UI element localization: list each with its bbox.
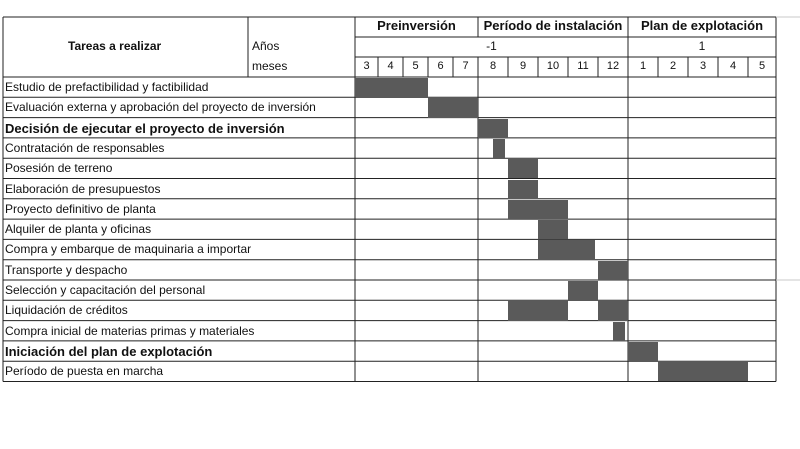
gantt-bar bbox=[355, 78, 428, 97]
gantt-bar bbox=[508, 200, 568, 219]
year-value: 1 bbox=[698, 39, 706, 53]
task-label: Selección y capacitación del personal bbox=[5, 283, 206, 297]
month-label: 7 bbox=[462, 60, 469, 72]
month-label: 6 bbox=[437, 60, 444, 72]
gantt-bar bbox=[598, 261, 628, 280]
task-label: Compra y embarque de maquinaria a importar bbox=[5, 242, 252, 257]
month-label: 1 bbox=[639, 60, 647, 72]
gantt-bar bbox=[478, 119, 508, 138]
gantt-bar bbox=[613, 322, 625, 341]
gantt-bar bbox=[493, 139, 505, 158]
gantt-bar bbox=[538, 240, 595, 259]
task-label: Estudio de prefactibilidad y factibilidad bbox=[5, 80, 209, 94]
phase-header: Preinversión bbox=[377, 18, 456, 33]
year-value: -1 bbox=[486, 39, 497, 53]
task-label: Alquiler de planta y oficinas bbox=[5, 222, 152, 237]
task-label: Evaluación externa y aprobación del proyecto de inversión bbox=[5, 100, 316, 115]
tasks-title: Tareas a realizar bbox=[68, 39, 162, 53]
phase-header: Plan de explotación bbox=[640, 18, 764, 33]
task-label: Iniciación del plan de explotación bbox=[5, 343, 213, 359]
gantt-bar bbox=[428, 98, 478, 117]
month-label: 5 bbox=[758, 60, 766, 72]
month-label: 5 bbox=[412, 60, 419, 72]
month-label: 2 bbox=[669, 60, 677, 72]
gantt-bar bbox=[598, 301, 628, 320]
month-label: 12 bbox=[606, 60, 620, 72]
month-label: 3 bbox=[363, 60, 370, 72]
gantt-bar bbox=[508, 180, 538, 199]
task-label: Decisión de ejecutar el proyecto de inversión bbox=[5, 120, 285, 136]
month-label: 10 bbox=[546, 60, 560, 72]
month-label: 4 bbox=[729, 60, 737, 72]
gantt-bar bbox=[538, 220, 568, 239]
task-label: Posesión de terreno bbox=[5, 161, 113, 176]
month-label: 4 bbox=[387, 60, 394, 72]
month-label: 11 bbox=[577, 60, 589, 72]
years-label: Años bbox=[252, 39, 280, 53]
task-label: Compra inicial de materias primas y materiales bbox=[5, 323, 255, 338]
month-label: 3 bbox=[699, 60, 707, 72]
month-label: 8 bbox=[489, 60, 497, 72]
gantt-bar bbox=[658, 362, 748, 381]
task-label: Transporte y despacho bbox=[5, 262, 128, 277]
task-label: Período de puesta en marcha bbox=[5, 364, 164, 379]
months-label: meses bbox=[252, 59, 288, 73]
task-label: Liquidación de créditos bbox=[5, 303, 128, 318]
task-label: Proyecto definitivo de planta bbox=[5, 201, 156, 216]
task-label: Contratación de responsables bbox=[5, 140, 165, 155]
gantt-bar bbox=[538, 301, 568, 320]
month-label: 9 bbox=[519, 60, 527, 72]
task-label: Elaboración de presupuestos bbox=[5, 181, 161, 196]
gantt-bar bbox=[508, 159, 538, 178]
gantt-bar bbox=[628, 342, 658, 361]
phase-header: Período de instalación bbox=[483, 18, 623, 33]
gantt-bar bbox=[508, 301, 538, 320]
gantt-bar bbox=[568, 281, 598, 300]
